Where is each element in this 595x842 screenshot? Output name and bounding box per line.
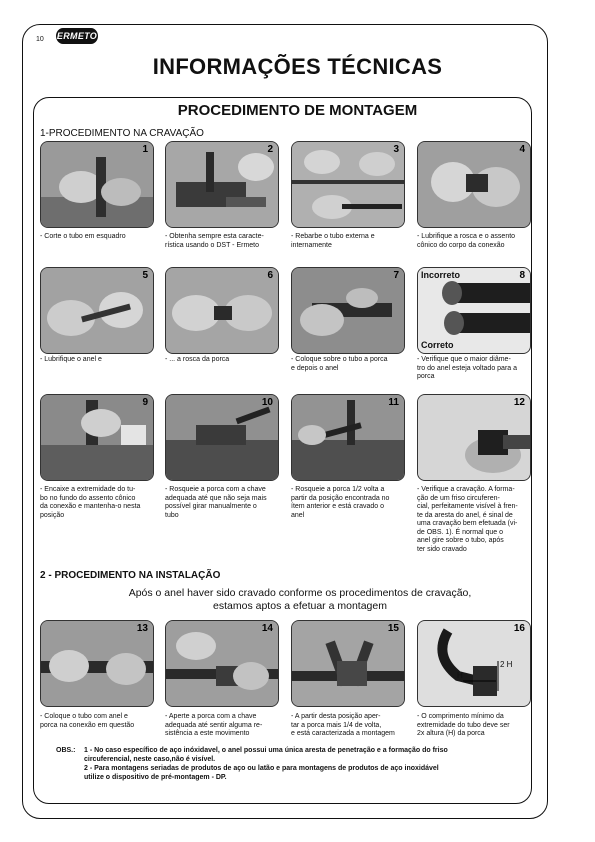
caption-line: cônico do corpo da conexão — [417, 241, 505, 249]
caption-line: ítem anterior e está cravado o — [291, 503, 384, 510]
step-number: 9 — [142, 397, 148, 408]
caption-line: - Verifique que o maior diâme- — [417, 356, 511, 363]
step-caption-3 — [291, 233, 409, 250]
step-photo-1 — [40, 141, 154, 228]
obs-key: OBS.: — [56, 747, 76, 754]
step-photo-6 — [165, 267, 279, 354]
step-caption-9 — [40, 486, 158, 520]
step-number: 13 — [136, 623, 148, 634]
caption-line: sistência a este movimento — [165, 730, 250, 737]
label-correct: Correto — [421, 340, 454, 350]
caption-line: adequada até que não seja mais — [165, 494, 267, 502]
step-photo-8 — [417, 267, 531, 354]
section-title: PROCEDIMENTO DE MONTAGEM — [177, 102, 418, 119]
step-caption-14 — [165, 713, 283, 739]
caption-line: da conexão e mantenha-o nesta — [40, 503, 141, 510]
caption-line: possível girar manualmente o — [165, 503, 257, 510]
caption-line: ter sido cravado — [417, 545, 467, 553]
step-number: 16 — [513, 623, 525, 634]
step-caption-10 — [165, 486, 283, 520]
step-photo-11 — [291, 394, 405, 481]
step-photo-7 — [291, 267, 405, 354]
caption-line: - Obtenha sempre esta caracte- — [165, 233, 264, 240]
step-caption-11 — [291, 486, 409, 520]
step-number: 3 — [393, 144, 399, 155]
step-number: 10 — [261, 397, 273, 408]
step-caption-16 — [417, 713, 535, 739]
caption-line: tubo — [165, 511, 179, 519]
caption-line: uma cravação bem efetuada (vi- — [417, 520, 518, 527]
step-photo-12 — [417, 394, 531, 481]
step-caption-2 — [165, 233, 283, 250]
caption-line: - Encaixe a extremidade do tu- — [40, 486, 136, 493]
caption-line: - Rebarbe o tubo externa e — [291, 233, 375, 240]
caption-line: - Rosqueie a porca com a chave — [165, 486, 266, 493]
obs-line: utilize o dispositivo de pré-montagem - DP. — [84, 774, 227, 781]
step-illustration — [292, 395, 404, 480]
step-number: 6 — [267, 270, 273, 281]
intro-line: estamos aptos a efetuar a montagem — [213, 600, 387, 612]
installation-intro — [60, 587, 540, 613]
caption-line: porca — [417, 373, 435, 380]
step-photo-5 — [40, 267, 154, 354]
caption-line: bo no fundo do assento cônico — [40, 494, 136, 502]
step-caption-7 — [291, 356, 409, 373]
step-illustration — [292, 142, 404, 227]
caption-line: internamente — [291, 241, 332, 249]
step-number: 1 — [142, 144, 148, 155]
obs-line: 2 - Para montagens seriadas de produtos de aço ou latão e para montagens de produtos de aço inoxidável — [84, 765, 439, 772]
step-number: 12 — [513, 397, 525, 408]
caption-line: - Coloque o tubo com anel e — [40, 713, 128, 720]
step-caption-12 — [417, 486, 535, 554]
caption-line: - Verifique a cravação. A forma- — [417, 486, 515, 493]
step-photo-9 — [40, 394, 154, 481]
caption-line: - Lubrifique a rosca e o assento — [417, 233, 516, 240]
step-illustration — [166, 142, 278, 227]
label-2h: 2 H — [500, 660, 513, 669]
step-number: 7 — [393, 270, 399, 281]
page-title: INFORMAÇÕES TÉCNICAS — [152, 54, 443, 79]
caption-line: - O comprimento mínimo da — [417, 713, 504, 720]
step-number: 2 — [267, 144, 273, 155]
step-caption-15 — [291, 713, 409, 739]
obs-line: 1 - No caso específico de aço inóxidavel, o anel possui uma única aresta de penetração e a formação do friso — [84, 747, 448, 754]
caption-line: adequada até sentir alguma re- — [165, 721, 263, 729]
caption-line: ção de um friso circuferen- — [417, 494, 500, 502]
ermeto-logo: ERMETO — [56, 28, 98, 44]
caption-line: 2x altura (H) da porca — [417, 730, 485, 737]
step-number: 15 — [387, 623, 399, 634]
caption-line: anel gire sobre o tubo, após — [417, 537, 504, 544]
caption-line: rística usando o DST - Ermeto — [165, 241, 260, 249]
step-photo-14 — [165, 620, 279, 707]
step-number: 5 — [142, 270, 148, 281]
caption-line: anel — [291, 511, 305, 519]
obs-text — [84, 746, 534, 782]
step-number: 8 — [519, 270, 525, 281]
step-caption-4 — [417, 233, 535, 250]
step-photo-10 — [165, 394, 279, 481]
caption-line: - Rosqueie a porca 1/2 volta a — [291, 486, 385, 493]
section-heading-crimping: 1-PROCEDIMENTO NA CRAVAÇÃO — [40, 128, 204, 139]
step-illustration — [41, 142, 153, 227]
step-illustration — [41, 268, 153, 353]
caption-line: - Corte o tubo em esquadro — [40, 233, 126, 240]
caption-line: - Lubrifique o anel e — [40, 356, 102, 363]
caption-line: tar a porca mais 1/4 de volta, — [291, 721, 382, 729]
step-illustration — [418, 142, 530, 227]
caption-line: - A partir desta posição aper- — [291, 713, 381, 720]
section-heading-installation: 2 - PROCEDIMENTO NA INSTALAÇÃO — [40, 570, 221, 581]
step-photo-2 — [165, 141, 279, 228]
caption-line: e depois o anel — [291, 364, 339, 372]
caption-line: tro do anel esteja voltado para a — [417, 364, 518, 372]
step-caption-6 — [165, 356, 283, 365]
caption-line: - ... a rosca da porca — [165, 356, 230, 363]
step-photo-15 — [291, 620, 405, 707]
step-illustration — [166, 268, 278, 353]
caption-line: te da aresta do anel, é sinal de — [417, 511, 513, 519]
caption-line: - Aperte a porca com a chave — [165, 713, 257, 720]
step-photo-16 — [417, 620, 531, 707]
caption-line: - Coloque sobre o tubo a porca — [291, 356, 388, 363]
page-number: 10 — [36, 36, 44, 43]
step-photo-13 — [40, 620, 154, 707]
caption-line: cial, perfeitamente visível à fren- — [417, 503, 518, 510]
step-caption-13 — [40, 713, 158, 730]
intro-line: Após o anel haver sido cravado conforme os procedimentos de cravação, — [128, 587, 472, 599]
step-caption-5 — [40, 356, 158, 365]
caption-line: e está caracterizada a montagem — [291, 730, 395, 737]
caption-line: posição — [40, 511, 65, 519]
label-h: H — [457, 671, 463, 680]
step-number: 14 — [261, 623, 273, 634]
caption-line: partir da posição encontrada no — [291, 494, 390, 502]
step-caption-8 — [417, 356, 535, 382]
step-illustration — [292, 268, 404, 353]
caption-line: extremidade do tubo deve ser — [417, 721, 510, 729]
step-caption-1 — [40, 233, 158, 242]
caption-line: de OBS. 1). É normal que o — [417, 528, 503, 536]
step-photo-3 — [291, 141, 405, 228]
step-illustration — [41, 395, 153, 480]
label-incorrect: Incorreto — [421, 270, 461, 280]
step-number: 4 — [519, 144, 525, 155]
caption-line: porca na conexão em questão — [40, 721, 135, 729]
step-photo-4 — [417, 141, 531, 228]
obs-line: circuferencial, neste caso,não é visível. — [84, 756, 216, 763]
step-number: 11 — [388, 397, 399, 408]
